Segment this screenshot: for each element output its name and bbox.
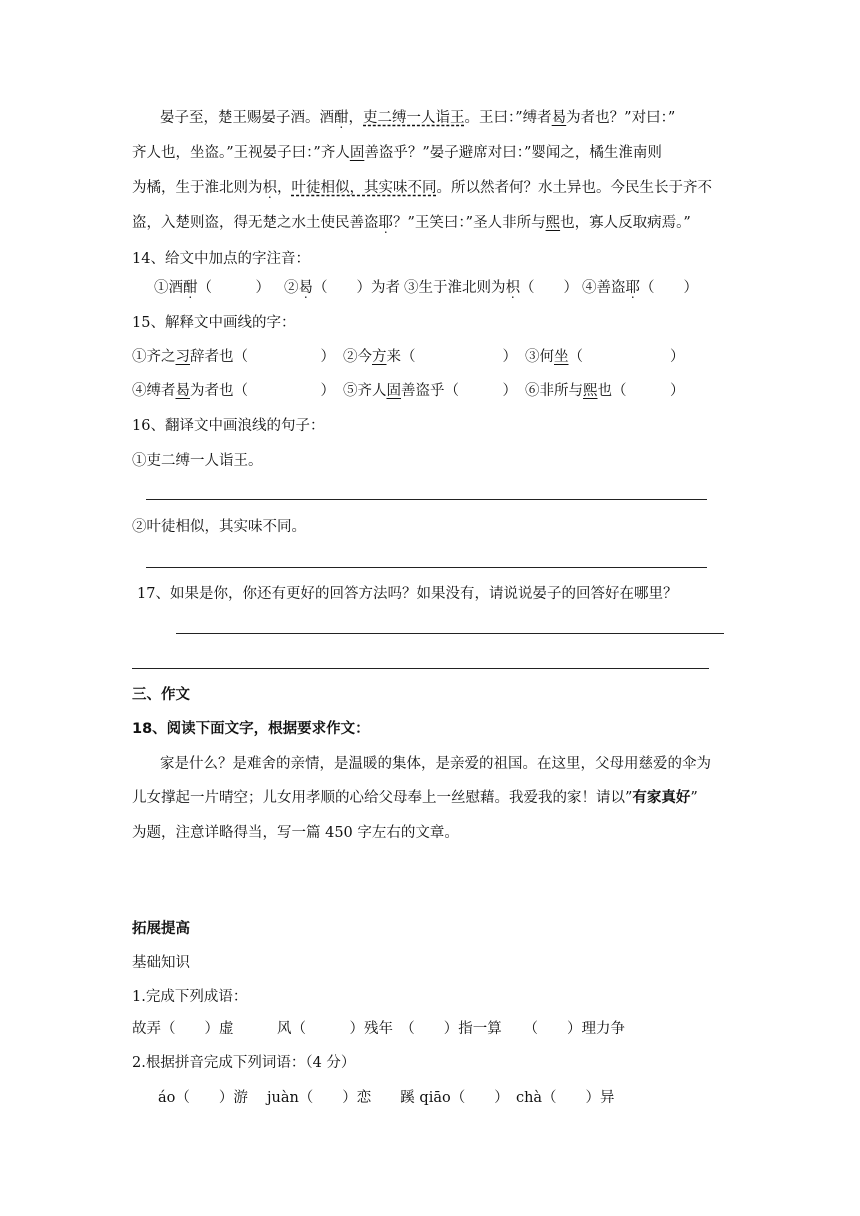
passage-line-3 bbox=[132, 177, 712, 199]
passage-text: ？”王笑曰：”圣人非所与 bbox=[393, 215, 546, 231]
underlined-char: 熙 bbox=[545, 215, 561, 231]
dotted-char: 枳 bbox=[505, 280, 520, 296]
question-18-title: 18、阅读下面文字，根据要求作文： bbox=[132, 721, 370, 737]
item-text: ②今 bbox=[343, 349, 372, 365]
question-16-sentence-2: ②叶徒相似，其实味不同。 bbox=[132, 519, 306, 535]
question-14-items bbox=[154, 277, 698, 299]
answer-blank[interactable]: （ ） bbox=[640, 280, 698, 296]
extension-q2-title: 2.根据拼音完成下列词语：（4 分） bbox=[132, 1055, 356, 1071]
answer-blank[interactable]: 辞者也（ ） bbox=[190, 349, 335, 365]
question-15-title: 15、解释文中画线的字： bbox=[132, 315, 296, 331]
underlined-char: 坐 bbox=[554, 349, 569, 365]
question-15-row-2 bbox=[132, 380, 685, 402]
passage-text: ， bbox=[277, 180, 292, 196]
extension-subheading: 基础知识 bbox=[132, 955, 190, 971]
passage-line-2 bbox=[132, 142, 662, 164]
answer-line[interactable] bbox=[146, 499, 707, 500]
answer-line[interactable] bbox=[132, 668, 709, 669]
dotted-char: 酣 bbox=[334, 110, 349, 126]
answer-blank[interactable]: （ ） bbox=[520, 280, 578, 296]
passage-line-1 bbox=[160, 107, 675, 129]
answer-blank[interactable]: 为者也（ ） bbox=[190, 383, 335, 399]
prompt-line-2 bbox=[132, 787, 698, 809]
dotted-char: 耶 bbox=[378, 215, 393, 231]
answer-blank[interactable]: 善盗乎（ ） bbox=[401, 383, 517, 399]
item-text: ③生于淮北则为 bbox=[404, 280, 506, 296]
question-14-title: 14、给文中加点的字注音： bbox=[132, 251, 310, 267]
question-16-sentence-1: ①吏二缚一人诣王。 bbox=[132, 453, 263, 469]
underlined-char: 习 bbox=[175, 349, 190, 365]
item-text: ①齐之 bbox=[132, 349, 176, 365]
answer-line[interactable] bbox=[146, 567, 707, 568]
question-16-title: 16、翻译文中画浪线的句子： bbox=[132, 418, 325, 434]
prompt-line-3: 为题，注意详略得当，写一篇 450 字左右的文章。 bbox=[132, 825, 459, 841]
answer-line[interactable] bbox=[176, 633, 724, 634]
dotted-char: 曷 bbox=[298, 280, 313, 296]
underlined-char: 曷 bbox=[175, 383, 190, 399]
dotted-char: 酣 bbox=[183, 280, 198, 296]
passage-text: 为者也？”对曰：” bbox=[566, 110, 676, 126]
answer-blank[interactable]: （ ） bbox=[568, 349, 685, 365]
item-text: ④缚者 bbox=[132, 383, 176, 399]
passage-text: 为橘，生于淮北则为 bbox=[132, 180, 263, 196]
prompt-line-1: 家是什么？是难舍的亲情，是温暖的集体，是亲爱的祖国。在这里，父母用慈爱的伞为 bbox=[160, 756, 711, 772]
underlined-char: 熙 bbox=[583, 383, 598, 399]
item-text: ③何 bbox=[525, 349, 554, 365]
passage-text: 也，寡人反取病焉。” bbox=[560, 215, 691, 231]
extension-q2-items[interactable]: áo（ ）游 juàn（ ）恋 蹊 qiāo（ ） chà（ ）异 bbox=[158, 1090, 615, 1106]
extension-heading: 拓展提高 bbox=[132, 921, 190, 937]
question-15-row-1 bbox=[132, 346, 685, 368]
wavy-sentence: 叶徒相似，其实味不同 bbox=[291, 180, 437, 196]
passage-text: 善盗乎？”晏子避席对曰：”婴闻之，橘生淮南则 bbox=[364, 145, 662, 161]
passage-line-4 bbox=[132, 212, 691, 234]
underlined-char: 固 bbox=[349, 145, 365, 161]
answer-blank[interactable]: （ ） bbox=[197, 280, 270, 296]
question-17-title: 17、如果是你，你还有更好的回答方法吗？如果没有，请说说晏子的回答好在哪里？ bbox=[137, 586, 678, 602]
prompt-text: ” bbox=[690, 790, 698, 806]
item-text: ④善盗 bbox=[582, 280, 626, 296]
item-text: ⑤齐人 bbox=[343, 383, 387, 399]
essay-title: 有家真好 bbox=[632, 790, 691, 806]
section-heading: 三、作文 bbox=[132, 687, 190, 703]
passage-text: 。所以然者何？水土异也。今民生长于齐不 bbox=[436, 180, 712, 196]
item-text: ⑥非所与 bbox=[525, 383, 583, 399]
underlined-char: 曷 bbox=[551, 110, 567, 126]
dotted-char: 耶 bbox=[625, 280, 640, 296]
passage-text: 齐人也，坐盗。”王视晏子曰：”齐人 bbox=[132, 145, 350, 161]
answer-blank[interactable]: 也（ ） bbox=[597, 383, 685, 399]
passage-text: 。王曰：”缚者 bbox=[464, 110, 552, 126]
underlined-char: 固 bbox=[386, 383, 401, 399]
item-text: ①酒 bbox=[154, 280, 183, 296]
wavy-sentence: 吏二缚一人诣王 bbox=[363, 110, 465, 126]
extension-q1-items[interactable]: 故弄（ ）虚 风（ ）残年 （ ）指一算 （ ）理力争 bbox=[132, 1021, 625, 1037]
answer-blank[interactable]: （ ）为者 bbox=[313, 280, 400, 296]
item-text: ② bbox=[284, 280, 299, 296]
dotted-char: 枳 bbox=[262, 180, 277, 196]
extension-q1-title: 1.完成下列成语： bbox=[132, 989, 248, 1005]
passage-text: ， bbox=[348, 110, 363, 126]
answer-blank[interactable]: 来（ ） bbox=[386, 349, 517, 365]
passage-text: 盗，入楚则盗，得无楚之水土使民善盗 bbox=[132, 215, 379, 231]
prompt-text: 儿女撑起一片晴空；儿女用孝顺的心给父母奉上一丝慰藉。我爱我的家！请以” bbox=[132, 790, 633, 806]
passage-text: 晏子至，楚王赐晏子酒。酒 bbox=[160, 110, 334, 126]
underlined-char: 方 bbox=[372, 349, 387, 365]
